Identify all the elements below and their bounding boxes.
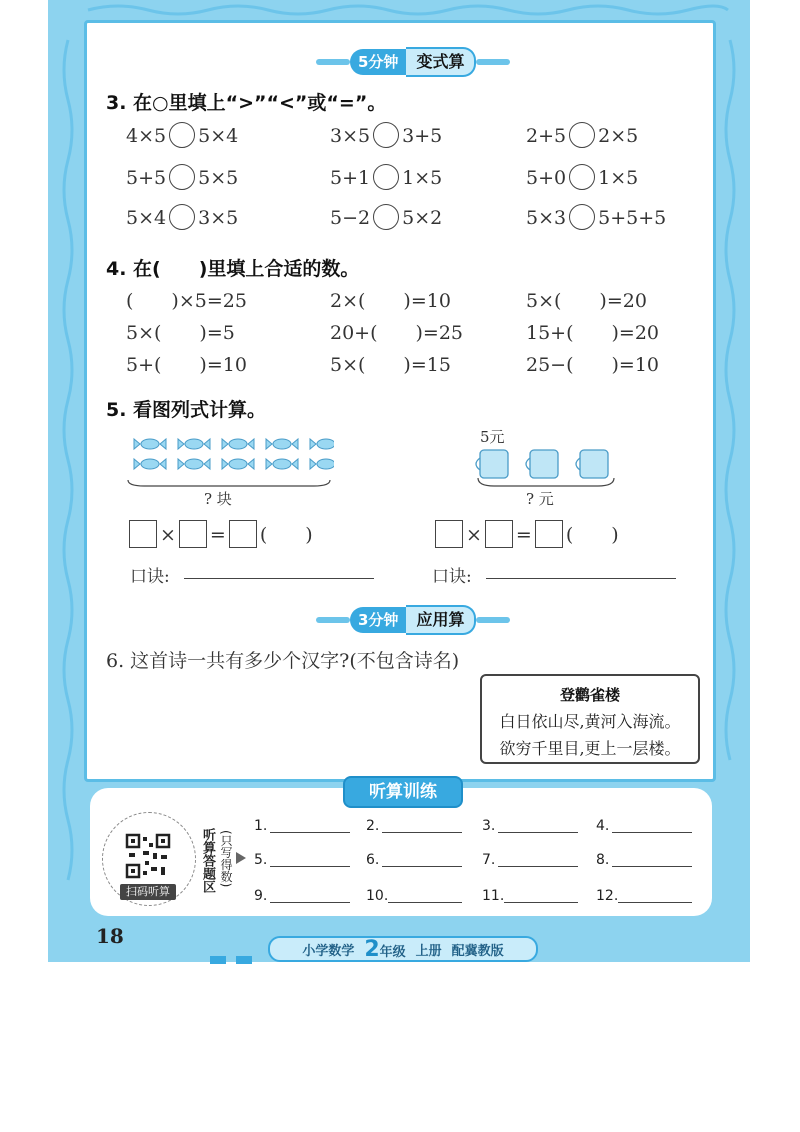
fill-blank-item[interactable]: 5×( )=20 — [526, 290, 647, 312]
compare-item — [330, 124, 442, 150]
fill-blank-item[interactable]: 5×( )=5 — [126, 322, 235, 344]
compare-circle[interactable] — [169, 204, 195, 230]
compare-circle[interactable] — [569, 164, 595, 190]
answer-line[interactable] — [618, 902, 692, 903]
play-arrow-icon — [236, 852, 246, 864]
right-expression: 5×4 — [198, 125, 239, 147]
qr-code-icon[interactable] — [125, 833, 171, 879]
answer-note: (只写得数) — [219, 830, 233, 888]
scan-label: 扫码听算 — [120, 884, 176, 900]
page-number: 18 — [96, 924, 124, 948]
candy-icon — [134, 459, 166, 469]
fill-blank-item[interactable]: 5×( )=15 — [330, 354, 451, 376]
answer-number: 4. — [596, 818, 610, 834]
compare-item — [330, 166, 442, 192]
left-expression: 5+1 — [330, 167, 371, 189]
answer-number: 8. — [596, 852, 610, 868]
answer-line[interactable] — [382, 866, 462, 867]
candy-icon — [266, 459, 298, 469]
compare-item — [126, 206, 238, 232]
answer-line[interactable] — [388, 902, 462, 903]
compare-item — [126, 124, 238, 150]
fill-blank-item[interactable]: 5+( )=10 — [126, 354, 247, 376]
fill-blank-item[interactable]: 15+( )=20 — [526, 322, 660, 344]
answer-line[interactable] — [270, 832, 350, 833]
right-expression: 1×5 — [402, 167, 443, 189]
compare-item — [126, 166, 238, 192]
left-expression: 5+5 — [126, 167, 167, 189]
left-equation: × = ( ) — [126, 520, 313, 550]
answer-line[interactable] — [270, 902, 350, 903]
right-expression: 5+5+5 — [598, 207, 667, 229]
poem-line: 欲穷千里目,更上一层楼。 — [499, 739, 681, 758]
kind-label: 应用算 — [406, 605, 476, 635]
answer-line[interactable] — [504, 902, 578, 903]
answer-area-label: 听算答题区 — [200, 828, 215, 893]
answer-number: 11. — [482, 888, 505, 904]
answer-box[interactable] — [535, 520, 563, 548]
left-expression: 3×5 — [330, 125, 371, 147]
candy-icon — [178, 439, 210, 449]
left-caption: ? 块 — [204, 490, 232, 508]
answer-line[interactable] — [612, 866, 692, 867]
compare-circle[interactable] — [569, 122, 595, 148]
minutes-label: 5分钟 — [350, 49, 406, 75]
right-expression: 3+5 — [402, 125, 443, 147]
answer-number: 12. — [596, 888, 619, 904]
answer-number: 5. — [254, 852, 268, 868]
answer-number: 3. — [482, 818, 496, 834]
header-line-right — [476, 617, 510, 623]
answer-line[interactable] — [498, 866, 578, 867]
compare-circle[interactable] — [373, 204, 399, 230]
answer-number: 10. — [366, 888, 389, 904]
right-koujue-line[interactable] — [486, 578, 676, 579]
right-expression: 2×5 — [598, 125, 639, 147]
fill-blank-item[interactable]: 20+( )=25 — [330, 322, 464, 344]
fill-blank-item[interactable]: ( )×5=25 — [126, 290, 247, 312]
q4-title: 4. 在( )里填上合适的数。 — [106, 258, 360, 280]
candy-icon — [134, 439, 166, 449]
subject-label: 小学数学 — [302, 943, 355, 959]
right-expression: 5×5 — [198, 167, 239, 189]
answer-box[interactable] — [485, 520, 513, 548]
q6-title: 6. 这首诗一共有多少个汉字?(不包含诗名) — [106, 650, 460, 672]
right-expression: 5×2 — [402, 207, 443, 229]
header-line-left — [316, 617, 350, 623]
compare-circle[interactable] — [373, 122, 399, 148]
grade-number: 2 — [364, 936, 380, 962]
answer-number: 7. — [482, 852, 496, 868]
term-label: 上册 — [415, 943, 442, 959]
compare-item — [526, 124, 638, 150]
kind-label: 变式算 — [406, 47, 476, 77]
candy-icon — [178, 459, 210, 469]
answer-box[interactable] — [179, 520, 207, 548]
answer-box[interactable] — [435, 520, 463, 548]
section-header-3min — [316, 606, 510, 634]
right-caption: ? 元 — [526, 490, 554, 508]
compare-circle[interactable] — [169, 164, 195, 190]
answer-line[interactable] — [270, 866, 350, 867]
left-expression: 5×3 — [526, 207, 567, 229]
cups-picture — [474, 444, 624, 490]
compare-item — [526, 206, 666, 232]
section-header-5min — [316, 48, 510, 76]
right-expression: 1×5 — [598, 167, 639, 189]
answer-box[interactable] — [129, 520, 157, 548]
answer-number: 1. — [254, 818, 268, 834]
footer-tab — [236, 956, 252, 964]
candy-picture — [124, 434, 334, 490]
fill-blank-item[interactable]: 2×( )=10 — [330, 290, 451, 312]
answer-number: 6. — [366, 852, 380, 868]
answer-line[interactable] — [612, 832, 692, 833]
grade-label: 年级 — [379, 944, 406, 960]
candy-icon — [222, 459, 254, 469]
header-line-right — [476, 59, 510, 65]
footer-tab — [210, 956, 226, 964]
poem-title: 登鹳雀楼 — [559, 686, 620, 704]
candy-icon — [310, 459, 334, 469]
left-expression: 5−2 — [330, 207, 371, 229]
candy-icon — [310, 439, 334, 449]
compare-circle[interactable] — [569, 204, 595, 230]
right-koujue-label: 口诀: — [432, 567, 472, 587]
book-footer — [268, 936, 538, 962]
answer-line[interactable] — [382, 832, 462, 833]
poem-line: 白日依山尽,黄河入海流。 — [499, 712, 681, 731]
compare-circle[interactable] — [169, 122, 195, 148]
candy-icon — [222, 439, 254, 449]
right-expression: 3×5 — [198, 207, 239, 229]
answer-box[interactable] — [229, 520, 257, 548]
left-expression: 5×4 — [126, 207, 167, 229]
answer-number: 2. — [366, 818, 380, 834]
compare-item — [526, 166, 638, 192]
q3-title: 3. 在○里填上“>”“<”或“=”。 — [106, 92, 387, 114]
compare-item — [330, 206, 442, 232]
q5-title: 5. 看图列式计算。 — [106, 399, 267, 421]
candy-icon — [266, 439, 298, 449]
right-equation: × = ( ) — [432, 520, 619, 550]
left-koujue-label: 口诀: — [130, 567, 170, 587]
compare-circle[interactable] — [373, 164, 399, 190]
left-expression: 2+5 — [526, 125, 567, 147]
poem-box — [480, 674, 700, 764]
minutes-label: 3分钟 — [350, 607, 406, 633]
answer-line[interactable] — [498, 832, 578, 833]
left-expression: 5+0 — [526, 167, 567, 189]
answer-number: 9. — [254, 888, 268, 904]
left-koujue-line[interactable] — [184, 578, 374, 579]
left-expression: 4×5 — [126, 125, 167, 147]
listening-title: 听算训练 — [343, 776, 463, 808]
fill-blank-item[interactable]: 25−( )=10 — [526, 354, 660, 376]
edition-label: 配冀教版 — [451, 943, 504, 959]
header-line-left — [316, 59, 350, 65]
price-label: 5元 — [480, 428, 505, 446]
